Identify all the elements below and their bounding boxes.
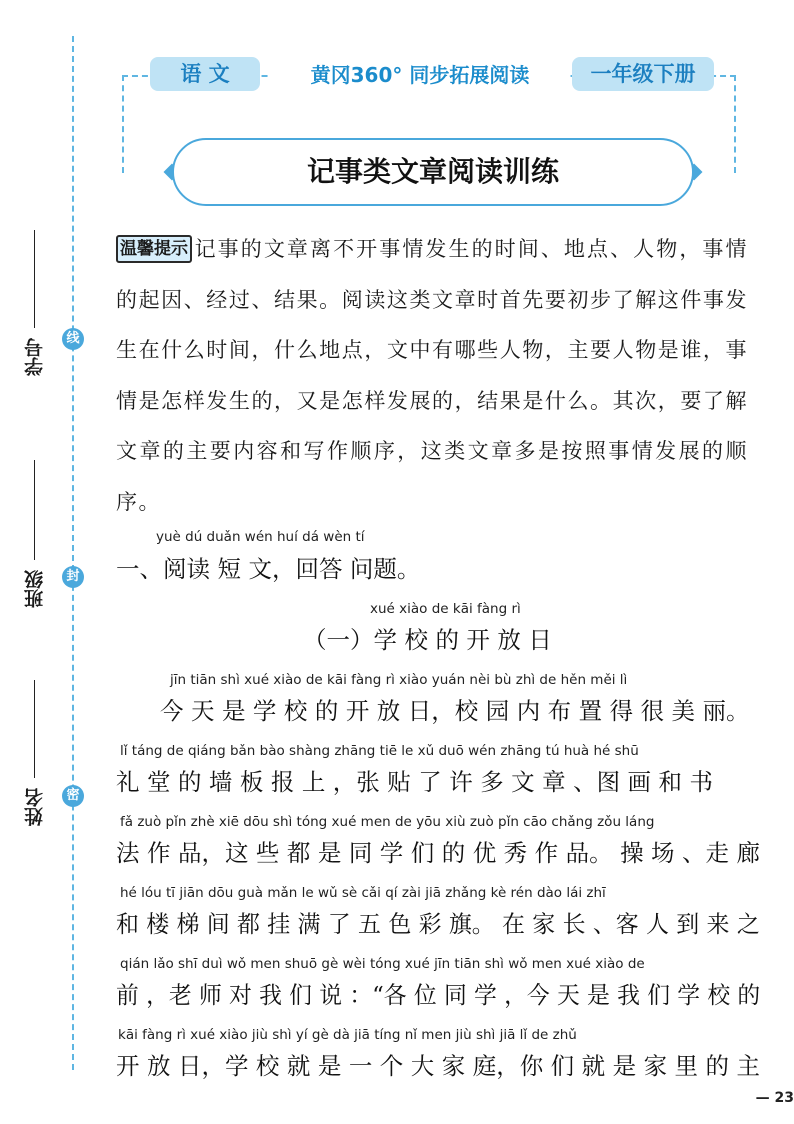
line-2-text: 礼 堂 的 墙 板 报 上 ，张 贴 了 许 多 文 章 、图 画 和 书 [116,768,713,796]
student-id-label: 学号 [24,338,46,376]
line-2-pinyin: lǐ táng de qiáng bǎn bào shàng zhāng tiē le xǔ duō wén zhāng tú huà hé shū [120,743,639,759]
line-6-pinyin: kāi fàng rì xué xiào jiù shì yí gè dà jiā tíng nǐ men jiù shì jiā lǐ de zhǔ [118,1027,577,1043]
line-4-pinyin: hé lóu tī jiān dōu guà mǎn le wǔ sè cǎi qí zài jiā zhǎng kè rén dào lái zhī [120,885,606,901]
binding-dashed-line [72,36,74,1070]
binding-mark-xian: 线 [62,328,84,350]
line-3-text: 法 作 品，这 些 都 是 同 学 们 的 优 秀 作 品。 操 场 、走 廊 [116,839,760,867]
page-title: 记事类文章阅读训练 [172,138,694,206]
name-label: 姓名 [24,788,46,826]
class-label: 班级 [24,570,46,608]
series-title: 黄冈360° 同步拓展阅读 [270,60,570,90]
line-3-pinyin: fǎ zuò pǐn zhè xiē dōu shì tóng xué men de yōu xiù zuò pǐn cāo chǎng zǒu láng [120,814,655,830]
section-heading: 一、阅读 短 文，回答 问题。 [116,555,421,583]
tip-paragraph [116,224,748,527]
line-1-text: 今 天 是 学 校 的 开 放 日，校 园 内 布 置 得 很 美 丽。 [160,697,750,725]
name-blank [34,680,35,778]
line-5-text: 前 ，老 师 对 我 们 说 ：“各 位 同 学 ，今 天 是 我 们 学 校 的 [116,981,761,1009]
binding-mark-mi: 密 [62,785,84,807]
line-5-pinyin: qián lǎo shī duì wǒ men shuō gè wèi tóng xué jīn tiān shì wǒ men xué xiào de [120,956,645,972]
student-id-blank [34,230,35,328]
binding-mark-feng: 封 [62,566,84,588]
line-1-pinyin: jīn tiān shì xué xiào de kāi fàng rì xiào yuán nèi bù zhì de hěn měi lì [170,672,628,688]
line-4-text: 和 楼 梯 间 都 挂 满 了 五 色 彩 旗。 在 家 长 、客 人 到 来 之 [116,910,760,938]
grade-badge: 一年级下册 [572,57,714,91]
story-title-pinyin: xué xiào de kāi fàng rì [370,601,521,617]
line-6-text: 开 放 日，学 校 就 是 一 个 大 家 庭，你 们 就 是 家 里 的 主 [116,1052,760,1080]
class-blank [34,460,35,560]
story-title: （一）学 校 的 开 放 日 [303,626,552,654]
page-number: — 23 [755,1090,794,1106]
subject-badge: 语 文 [150,57,260,91]
tip-text: 记事的文章离不开事情发生的时间、地点、人物，事情的起因、经过、结果。阅读这类文章时首先要初步了解这件事发生在什么时间，什么地点，文中有哪些人物，主要人物是谁，事情是怎样发生的，又是怎样发展的，结果是什么。其次，要了解文章的主要内容和写作顺序，这类文章多是按照事情发展的顺序。 [116,237,748,514]
section-pinyin: yuè dú duǎn wén huí dá wèn tí [156,529,365,545]
tip-tag: 温馨提示 [116,235,192,263]
